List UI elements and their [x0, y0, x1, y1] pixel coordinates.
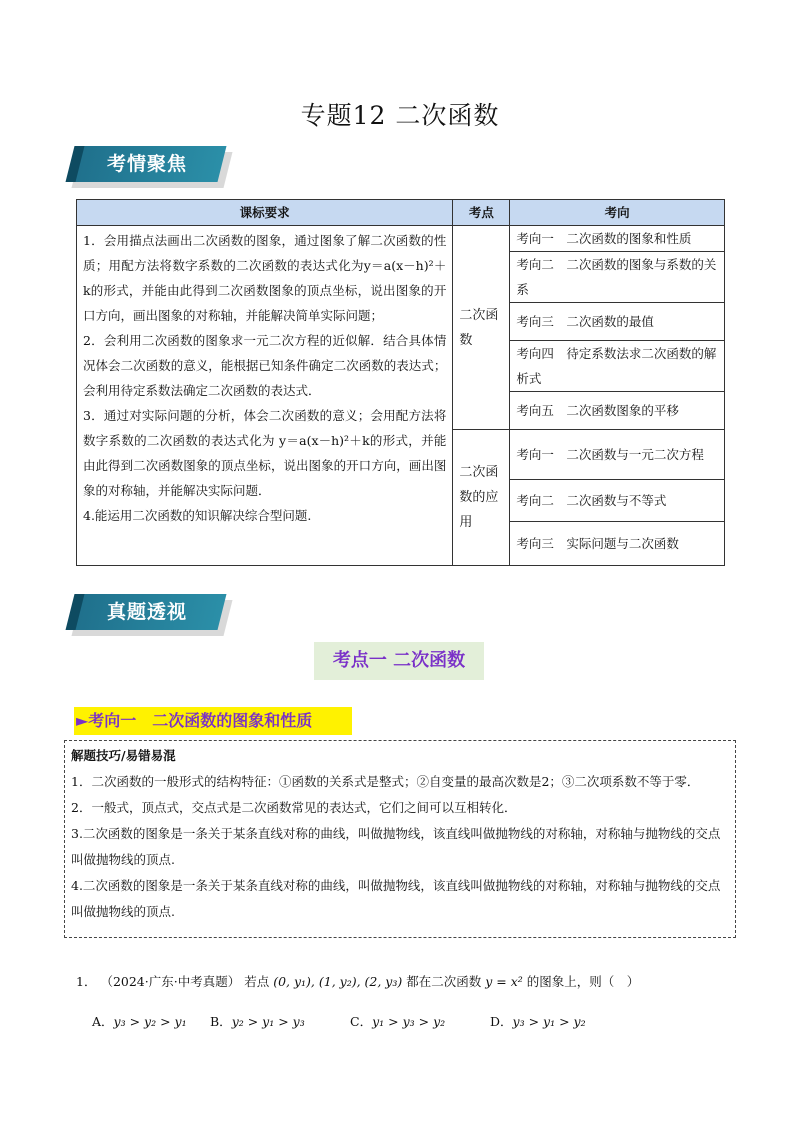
direction-item: 考向一 二次函数与一元二次方程	[510, 430, 725, 480]
direction-item: 考向二 二次函数的图象与系数的关系	[510, 252, 725, 303]
header-directions: 考向	[510, 200, 725, 226]
option-d[interactable]	[490, 1012, 586, 1030]
tip-item: 1．二次函数的一般形式的结构特征：①函数的关系式是整式；②自变量的最高次数是2；③二次项系数不等于零．	[71, 774, 700, 789]
option-expression: y₃ > y₂ > y₁	[113, 1014, 187, 1029]
header-points: 考点	[453, 200, 510, 226]
option-expression: y₁ > y₃ > y₂	[372, 1014, 446, 1029]
question-number: 1．	[76, 974, 97, 989]
direction-item: 考向二 二次函数与不等式	[510, 480, 725, 522]
question-function: y = x²	[485, 974, 523, 989]
question-source: （2024·广东·中考真题）	[100, 974, 241, 989]
question-text-before: 若点	[244, 974, 270, 989]
requirement-item: 2．会利用二次函数的图象求一元二次方程的近似解．结合具体情况体会二次函数的意义，能根据已知条件确定二次函数的表达式；会利用待定系数法确定二次函数的表达式．	[83, 333, 447, 398]
tips-title: 解题技巧/易错易混	[71, 748, 176, 763]
direction-item: 考向三 实际问题与二次函数	[510, 522, 725, 566]
banner-real-questions	[72, 594, 230, 638]
requirement-item: 1．会用描点法画出二次函数的图象，通过图象了解二次函数的性质；用配方法将数字系数的二次函数的表达式化为y＝a(x－h)²＋k的形式，并能由此得到二次函数图象的顶点坐标，说出图象的开口方向，画出图象的对称轴，并能解决简单实际问题；	[83, 233, 447, 323]
banner-exam-focus-label: 考情聚焦	[106, 153, 187, 175]
direction-item: 考向三 二次函数的最值	[510, 303, 725, 341]
requirements-cell	[77, 226, 453, 566]
option-label: B．	[210, 1014, 232, 1029]
option-label: A．	[92, 1014, 114, 1029]
tip-item: 2．一般式，顶点式，交点式是二次函数常见的表达式，它们之间可以互相转化．	[71, 800, 517, 815]
tip-item: 3.二次函数的图象是一条关于某条直线对称的曲线，叫做抛物线，该直线叫做抛物线的对称轴，对称轴与抛物线的交点叫做抛物线的顶点.	[71, 826, 721, 867]
option-expression: y₃ > y₁ > y₂	[512, 1014, 586, 1029]
question-1	[76, 972, 639, 990]
option-c[interactable]	[350, 1012, 445, 1030]
banner-exam-focus	[72, 146, 230, 190]
table-header-row	[77, 200, 725, 226]
direction-subheading: ►考向一 二次函数的图象和性质	[74, 707, 352, 735]
question-text-after: 的图象上，则（ ）	[526, 974, 640, 989]
header-requirements: 课标要求	[77, 200, 453, 226]
direction-item: 考向一 二次函数的图象和性质	[510, 226, 725, 252]
question-points: (0, y₁), (1, y₂), (2, y₃)	[273, 974, 403, 989]
banner-real-questions-label: 真题透视	[106, 601, 187, 623]
question-text-middle: 都在二次函数	[406, 974, 482, 989]
direction-item: 考向五 二次函数图象的平移	[510, 392, 725, 430]
requirement-item: 4.能运用二次函数的知识解决综合型问题.	[83, 508, 312, 523]
curriculum-table	[76, 199, 725, 566]
section-heading: 考点一 二次函数	[314, 642, 484, 680]
tips-box	[64, 740, 736, 938]
option-b[interactable]	[210, 1012, 305, 1030]
requirement-item: 3．通过对实际问题的分析，体会二次函数的意义；会用配方法将数字系数的二次函数的表达式化为 y＝a(x－h)²＋k的形式，并能由此得到二次函数图象的顶点坐标，说出图象的开口方向，画出图象的对称轴，并能解决实际问题．	[83, 408, 447, 498]
tip-item: 4.二次函数的图象是一条关于某条直线对称的曲线，叫做抛物线，该直线叫做抛物线的对称轴，对称轴与抛物线的交点叫做抛物线的顶点.	[71, 878, 721, 919]
option-a[interactable]	[92, 1012, 187, 1030]
point-quadratic-function: 二次函数	[453, 226, 510, 430]
option-expression: y₂ > y₁ > y₃	[231, 1014, 305, 1029]
point-quadratic-application: 二次函数的应用	[453, 430, 510, 566]
option-label: D．	[490, 1014, 513, 1029]
direction-item: 考向四 待定系数法求二次函数的解析式	[510, 341, 725, 392]
page-title: 专题12 二次函数	[300, 101, 500, 130]
option-label: C．	[350, 1014, 373, 1029]
